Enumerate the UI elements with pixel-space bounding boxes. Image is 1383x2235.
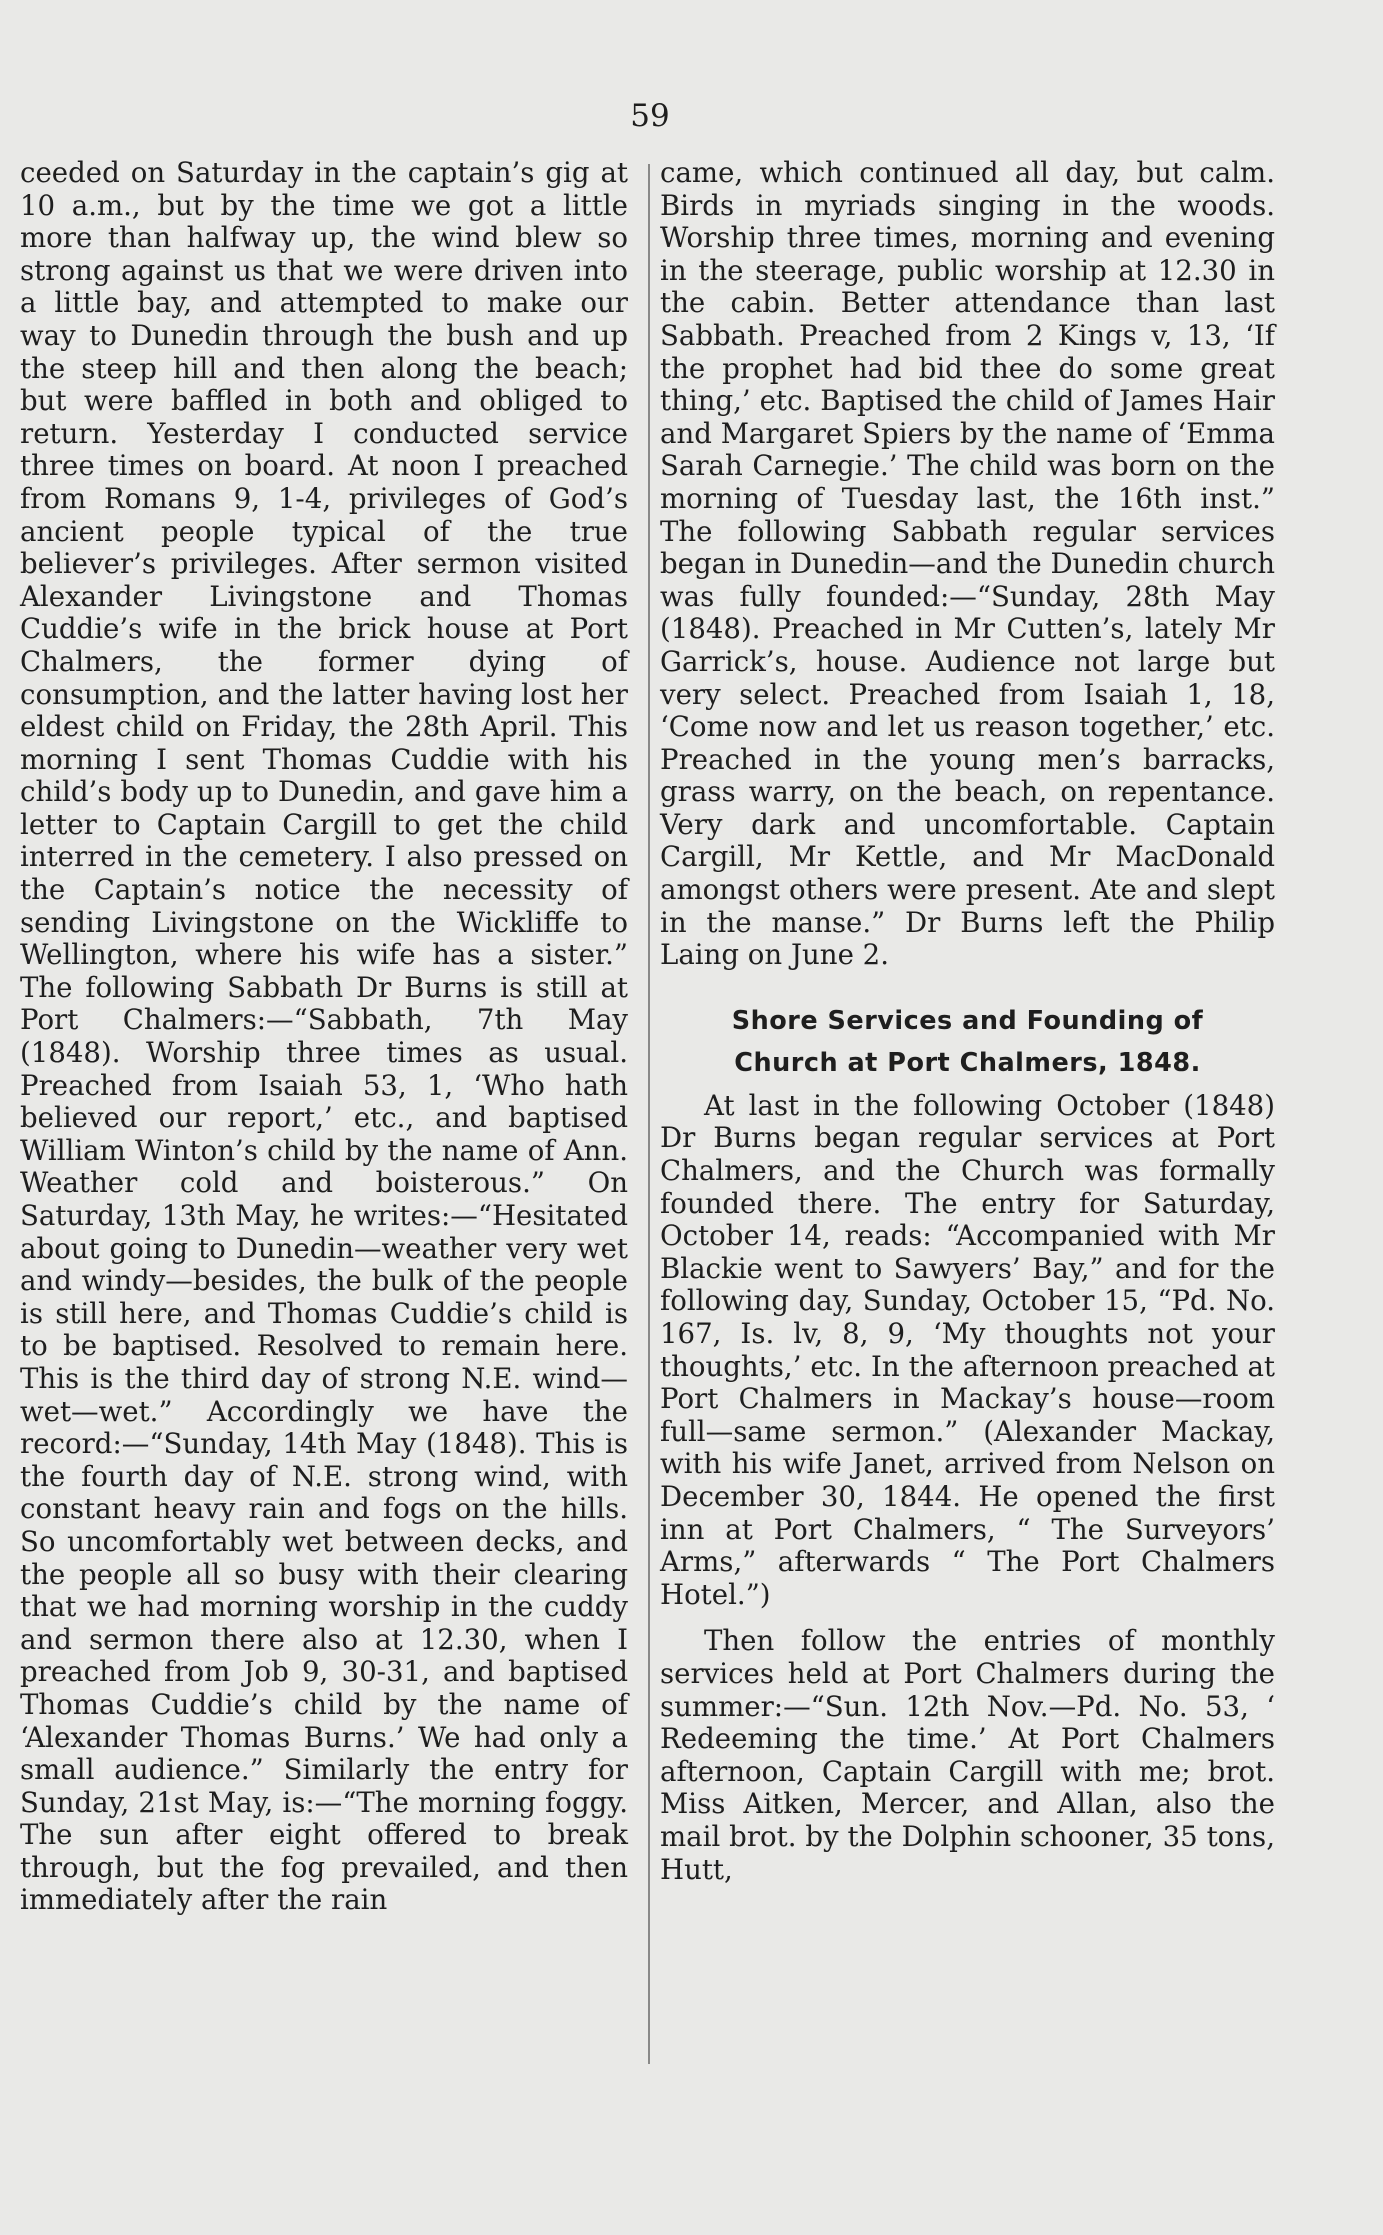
left-paragraph: ceeded on Saturday in the captain’s gig at 10 a.m., but by the time we got a little more than halfway up, the wind blew so strong against us that we were driven into a little bay, and attempted to make our way to Dunedin through the bush and up the steep hill and then along the beach; but were baffled in both and obliged to return. Yesterday I conducted service three times on board. At noon I preached from Romans 9, 1-4, privileges of God’s ancient people typical of the true believer’s privileges. After sermon visited Alexander Livingstone and Thomas Cuddie’s wife in the brick house at Port Chalmers, the former dying of consumption, and the latter having lost her eldest child on Friday, the 28th April. This morning I sent Thomas Cuddie with his child’s body up to Dunedin, and gave him a letter to Captain Cargill to get the child interred in the cemetery. I also pressed on the Captain’s notice the necessity of sending Livingstone on the Wickliffe to Wellington, where his wife has a sister.” The following Sabbath Dr Burns is still at Port Chalmers:—“Sabbath, 7th May (1848). Worship three times as usual. Preached from Isaiah 53, 1, ‘Who hath believed our report,’ etc., and baptised William Winton’s child by the name of Ann. Weather cold and boisterous.” On Saturday, 13th May, he writes:—“Hesitated about going to Dunedin—weather very wet and windy—besides, the bulk of the people is still here, and Thomas Cuddie’s child is to be baptised. Resolved to remain here. This is the third day of strong N.E. wind—wet—wet.” Accordingly we have the record:—“Sunday, 14th May (1848). This is the fourth day of N.E. strong wind, with constant heavy rain and fogs on the hills. So uncomfortably wet between decks, and the people all so busy with their clearing that we had morning worship in the cuddy and sermon there also at 12.30, when I preached from Job 9, 30-31, and baptised Thomas Cuddie’s child by the name of ‘Alexander Thomas Burns.’ We had only a small audience.” Similarly the entry for Sunday, 21st May, is:—“The morning foggy. The sun after eight offered to break through, but the fog prevailed, and then immediately after the rain [20, 156, 628, 1917]
section-heading-line-2: Church at Port Chalmers, 1848. [734, 1047, 1201, 1078]
right-paragraph-1: At last in the following October (1848) Dr Burns began regular services at Port Chalmers, and the Church was formally founded there. The entry for Saturday, October 14, reads: “Accompanied with Mr Blackie went to Sawyers’ Bay,” and for the following day, Sunday, October 15, “Pd. No. 167, Is. lv, 8, 9, ‘My thoughts not your thoughts,’ etc. In the afternoon preached at Port Chalmers in Mackay’s house—room full—same sermon.” (Alexander Mackay, with his wife Janet, arrived from Nelson on December 30, 1844. He opened the first inn at Port Chalmers, “ The Surveyors’ Arms,” afterwards “ The Port Chalmers Hotel.”) [660, 1088, 1275, 1611]
section-heading [660, 1000, 1275, 1084]
section-heading-line-1: Shore Services and Founding of [731, 1005, 1204, 1036]
column-divider [648, 164, 650, 2064]
right-paragraph-continued: came, which continued all day, but calm. Birds in myriads singing in the woods. Worship three times, morning and evening in the steerage, public worship at 12.30 in the cabin. Better attendance than last Sabbath. Preached from 2 Kings v, 13, ‘If the prophet had bid thee do some great thing,’ etc. Baptised the child of James Hair and Margaret Spiers by the name of ‘Emma Sarah Carnegie.’ The child was born on the morning of Tuesday last, the 16th inst.” The following Sabbath regular services began in Dunedin—and the Dunedin church was fully founded:—“Sunday, 28th May (1848). Preached in Mr Cutten’s, lately Mr Garrick’s, house. Audience not large but very select. Preached from Isaiah 1, 18, ‘Come now and let us reason together,’ etc. Preached in the young men’s barracks, grass warry, on the beach, on repentance. Very dark and uncomfortable. Captain Cargill, Mr Kettle, and Mr MacDonald amongst others were present. Ate and slept in the manse.” Dr Burns left the Philip Laing on June 2. [660, 156, 1275, 972]
left-column [20, 157, 628, 1917]
page-number: 59 [630, 98, 670, 134]
right-paragraph-2: Then follow the entries of monthly services held at Port Chalmers during the summer:—“Sun. 12th Nov.—Pd. No. 53, ‘ Redeeming the time.’ At Port Chalmers afternoon, Captain Cargill with me; brot. Miss Aitken, Mercer, and Allan, also the mail brot. by the Dolphin schooner, 35 tons, Hutt, [660, 1624, 1275, 1886]
right-column [660, 157, 1275, 1886]
